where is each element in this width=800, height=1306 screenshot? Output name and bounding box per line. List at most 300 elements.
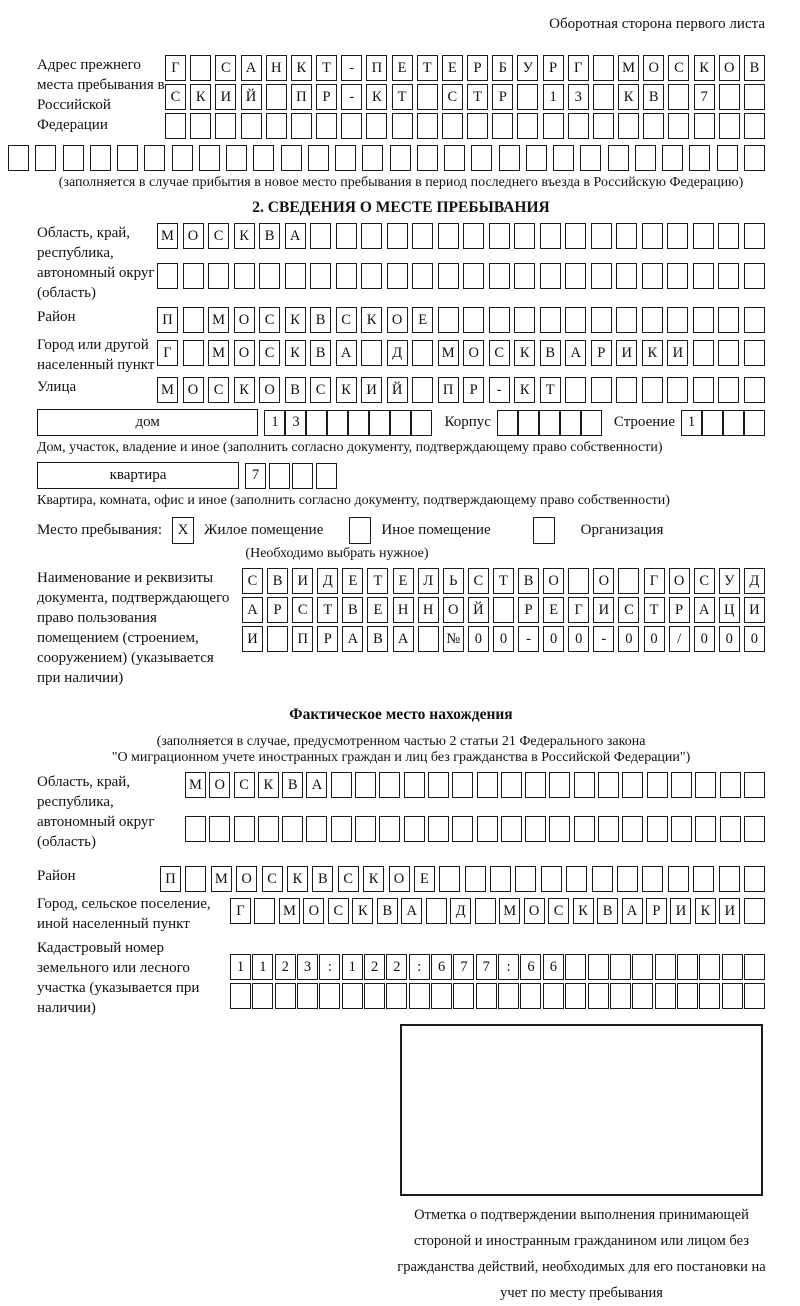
char-cell: М xyxy=(438,340,459,366)
char-cell xyxy=(667,307,688,333)
char-cell xyxy=(642,307,663,333)
char-cell xyxy=(553,145,574,171)
stay-type-label: Место пребывания: xyxy=(37,522,162,538)
char-cell: К xyxy=(695,898,716,924)
prev-address-row1 xyxy=(165,55,765,81)
char-cell xyxy=(543,983,564,1009)
char-cell xyxy=(518,410,539,436)
prev-address-row2 xyxy=(165,84,765,110)
stay-type-checkbox-other xyxy=(349,517,371,544)
char-cell xyxy=(718,377,739,403)
char-cell: - xyxy=(489,377,510,403)
char-cell: Р xyxy=(543,55,564,81)
char-cell xyxy=(540,307,561,333)
confirmation-mark-caption: Отметка о подтверждении выполнения принимающей стороной и иностранным гражданином или лицом без гражданства действий, необходимых для его постановки на учет по месту пребывания xyxy=(397,1207,766,1301)
char-cell xyxy=(591,377,612,403)
char-cell: К xyxy=(190,84,211,110)
char-cell: Д xyxy=(387,340,408,366)
char-cell: В xyxy=(282,772,303,798)
char-cell xyxy=(744,410,765,436)
char-cell xyxy=(722,983,743,1009)
char-cell xyxy=(647,772,668,798)
char-cell xyxy=(275,983,296,1009)
char-cell xyxy=(316,463,337,489)
char-cell: Е xyxy=(392,55,413,81)
district3-field xyxy=(37,866,765,892)
char-cell: У xyxy=(719,568,740,594)
district-label: Район xyxy=(37,309,76,325)
char-cell xyxy=(744,145,765,171)
char-cell xyxy=(618,568,639,594)
char-cell xyxy=(744,898,765,924)
char-cell: К xyxy=(573,898,594,924)
char-cell xyxy=(514,223,535,249)
char-cell: 6 xyxy=(543,954,564,980)
region-row1 xyxy=(157,223,765,249)
char-cell: 1 xyxy=(543,84,564,110)
char-cell xyxy=(720,772,741,798)
char-cell xyxy=(699,954,720,980)
char-cell xyxy=(667,263,688,289)
city3-row xyxy=(230,898,765,924)
char-cell xyxy=(695,772,716,798)
char-cell: О xyxy=(389,866,410,892)
char-cell: В xyxy=(367,626,388,652)
prev-address-row3 xyxy=(165,113,765,139)
char-cell xyxy=(719,866,740,892)
char-cell: В xyxy=(310,307,331,333)
char-cell: Р xyxy=(669,597,690,623)
char-cell xyxy=(588,983,609,1009)
char-cell: Л xyxy=(418,568,439,594)
char-cell xyxy=(331,772,352,798)
city-label: Город или другой населенный пункт xyxy=(37,337,155,373)
char-cell xyxy=(514,263,535,289)
char-cell xyxy=(671,816,692,842)
char-cell: Н xyxy=(393,597,414,623)
char-cell: И xyxy=(667,340,688,366)
char-cell xyxy=(319,983,340,1009)
char-cell: М xyxy=(208,307,229,333)
char-cell: - xyxy=(341,55,362,81)
char-cell xyxy=(539,410,560,436)
cadastre-row2 xyxy=(230,983,765,1009)
char-cell xyxy=(719,84,740,110)
char-cell: В xyxy=(540,340,561,366)
char-cell: С xyxy=(208,377,229,403)
char-cell: Д xyxy=(317,568,338,594)
char-cell xyxy=(501,816,522,842)
char-cell: Ь xyxy=(443,568,464,594)
char-cell: Р xyxy=(316,84,337,110)
char-cell xyxy=(598,772,619,798)
char-cell xyxy=(744,377,765,403)
char-cell xyxy=(361,223,382,249)
street-label: Улица xyxy=(37,379,77,395)
char-cell xyxy=(444,145,465,171)
char-cell: С xyxy=(259,307,280,333)
char-cell xyxy=(412,223,433,249)
char-cell xyxy=(718,263,739,289)
char-cell xyxy=(492,113,513,139)
char-cell xyxy=(452,772,473,798)
char-cell: П xyxy=(157,307,178,333)
char-cell: М xyxy=(618,55,639,81)
region3-row1 xyxy=(185,772,765,798)
char-cell: Р xyxy=(463,377,484,403)
char-cell xyxy=(497,410,518,436)
char-cell: С xyxy=(234,772,255,798)
char-cell xyxy=(475,898,496,924)
char-cell xyxy=(165,113,186,139)
char-cell: К xyxy=(291,55,312,81)
char-cell xyxy=(308,145,329,171)
char-cell xyxy=(565,954,586,980)
char-cell xyxy=(549,816,570,842)
char-cell: Й xyxy=(241,84,262,110)
char-cell xyxy=(616,263,637,289)
char-cell: 3 xyxy=(285,410,306,436)
char-cell: К xyxy=(514,377,535,403)
char-cell: С xyxy=(618,597,639,623)
street-row xyxy=(157,377,765,403)
char-cell xyxy=(392,113,413,139)
char-cell xyxy=(282,816,303,842)
char-cell xyxy=(428,816,449,842)
char-cell: К xyxy=(234,377,255,403)
char-cell: С xyxy=(489,340,510,366)
char-cell: О xyxy=(643,55,664,81)
char-cell xyxy=(209,816,230,842)
char-cell xyxy=(525,816,546,842)
char-cell: 1 xyxy=(230,954,251,980)
char-cell: Г xyxy=(644,568,665,594)
char-cell xyxy=(316,113,337,139)
char-cell: С xyxy=(548,898,569,924)
char-cell xyxy=(744,772,765,798)
char-cell xyxy=(526,145,547,171)
char-cell: Е xyxy=(414,866,435,892)
korpus-label: Корпус xyxy=(444,414,491,430)
char-cell: 2 xyxy=(386,954,407,980)
char-cell: 0 xyxy=(568,626,589,652)
char-cell: О xyxy=(543,568,564,594)
char-cell xyxy=(63,145,84,171)
char-cell: У xyxy=(517,55,538,81)
char-cell: Н xyxy=(266,55,287,81)
char-cell xyxy=(183,307,204,333)
char-cell: Т xyxy=(392,84,413,110)
char-cell xyxy=(520,983,541,1009)
char-cell: С xyxy=(242,568,263,594)
cadastre-field xyxy=(37,938,765,1018)
char-cell xyxy=(267,626,288,652)
char-cell xyxy=(608,145,629,171)
apartment-box: квартира xyxy=(37,462,239,489)
stay-type-option-organization-label: Организация xyxy=(580,522,664,538)
char-cell xyxy=(336,223,357,249)
char-cell xyxy=(355,816,376,842)
char-cell: 3 xyxy=(568,84,589,110)
char-cell xyxy=(442,113,463,139)
char-cell: О xyxy=(593,568,614,594)
char-cell: 0 xyxy=(644,626,665,652)
char-cell xyxy=(306,816,327,842)
char-cell xyxy=(412,263,433,289)
city3-field xyxy=(37,894,765,934)
char-cell: О xyxy=(183,377,204,403)
section2-title: 2. СВЕДЕНИЯ О МЕСТЕ ПРЕБЫВАНИЯ xyxy=(252,199,550,216)
char-cell: С xyxy=(442,84,463,110)
char-cell xyxy=(254,898,275,924)
house-field xyxy=(37,409,765,436)
char-cell: Ц xyxy=(719,597,740,623)
char-cell: С xyxy=(328,898,349,924)
char-cell: Е xyxy=(367,597,388,623)
char-cell xyxy=(467,113,488,139)
house-box: дом xyxy=(37,409,258,436)
char-cell xyxy=(465,866,486,892)
char-cell xyxy=(635,145,656,171)
char-cell xyxy=(744,954,765,980)
char-cell xyxy=(379,816,400,842)
char-cell: О xyxy=(236,866,257,892)
char-cell: А xyxy=(242,597,263,623)
char-cell xyxy=(185,816,206,842)
char-cell xyxy=(493,597,514,623)
char-cell xyxy=(253,145,274,171)
char-cell xyxy=(417,145,438,171)
char-cell xyxy=(327,410,348,436)
char-cell xyxy=(426,898,447,924)
char-cell: - xyxy=(593,626,614,652)
char-cell: В xyxy=(285,377,306,403)
cadastre-label: Кадастровый номер земельного или лесного участка (указывается при наличии) xyxy=(37,940,200,1016)
char-cell: Т xyxy=(367,568,388,594)
char-cell xyxy=(285,263,306,289)
char-cell: Т xyxy=(417,55,438,81)
char-cell: К xyxy=(361,307,382,333)
char-cell xyxy=(668,866,689,892)
char-cell xyxy=(411,410,432,436)
char-cell: С xyxy=(262,866,283,892)
char-cell xyxy=(693,307,714,333)
char-cell: О xyxy=(234,340,255,366)
char-cell: И xyxy=(292,568,313,594)
char-cell: С xyxy=(310,377,331,403)
stay-type-note: (Необходимо выбрать нужное) xyxy=(245,546,429,561)
char-cell: Г xyxy=(165,55,186,81)
document-row2 xyxy=(242,597,765,623)
char-cell: В xyxy=(310,340,331,366)
char-cell: 7 xyxy=(245,463,266,489)
char-cell xyxy=(610,983,631,1009)
char-cell: А xyxy=(565,340,586,366)
char-cell: С xyxy=(668,55,689,81)
char-cell xyxy=(438,223,459,249)
char-cell: 0 xyxy=(468,626,489,652)
char-cell xyxy=(412,377,433,403)
char-cell: О xyxy=(719,55,740,81)
char-cell: К xyxy=(285,307,306,333)
char-cell: - xyxy=(341,84,362,110)
char-cell xyxy=(565,307,586,333)
char-cell xyxy=(489,223,510,249)
char-cell xyxy=(361,340,382,366)
char-cell xyxy=(622,772,643,798)
char-cell: Р xyxy=(492,84,513,110)
char-cell: : xyxy=(498,954,519,980)
char-cell xyxy=(477,772,498,798)
char-cell xyxy=(565,377,586,403)
section3-note2: "О миграционном учете иностранных граждан и лиц без гражданства в Российской Федерации") xyxy=(111,750,691,765)
char-cell xyxy=(616,307,637,333)
char-cell xyxy=(699,983,720,1009)
char-cell: К xyxy=(234,223,255,249)
char-cell xyxy=(693,377,714,403)
stay-type-option-residential-label: Жилое помещение xyxy=(204,522,324,538)
char-cell: А xyxy=(393,626,414,652)
prev-address-row4 xyxy=(8,145,765,171)
char-cell xyxy=(190,113,211,139)
char-cell: К xyxy=(363,866,384,892)
char-cell xyxy=(662,145,683,171)
char-cell: К xyxy=(287,866,308,892)
char-cell: В xyxy=(518,568,539,594)
char-cell: В xyxy=(259,223,280,249)
char-cell xyxy=(252,983,273,1009)
char-cell: Й xyxy=(387,377,408,403)
char-cell: 1 xyxy=(342,954,363,980)
char-cell: О xyxy=(259,377,280,403)
char-cell xyxy=(517,84,538,110)
char-cell xyxy=(693,340,714,366)
char-cell xyxy=(387,263,408,289)
char-cell xyxy=(744,223,765,249)
char-cell: П xyxy=(291,84,312,110)
district-field xyxy=(37,307,765,333)
char-cell xyxy=(717,145,738,171)
char-cell xyxy=(622,816,643,842)
char-cell: М xyxy=(499,898,520,924)
char-cell xyxy=(417,113,438,139)
char-cell xyxy=(355,772,376,798)
char-cell xyxy=(292,463,313,489)
char-cell: П xyxy=(366,55,387,81)
char-cell xyxy=(744,983,765,1009)
char-cell: С xyxy=(694,568,715,594)
char-cell xyxy=(452,816,473,842)
char-cell: Р xyxy=(646,898,667,924)
char-cell xyxy=(541,866,562,892)
char-cell: Р xyxy=(518,597,539,623)
char-cell xyxy=(341,113,362,139)
char-cell: В xyxy=(643,84,664,110)
char-cell xyxy=(310,263,331,289)
region3-row2 xyxy=(185,816,765,842)
char-cell: В xyxy=(597,898,618,924)
char-cell xyxy=(390,145,411,171)
district3-label: Район xyxy=(37,868,76,884)
char-cell: 6 xyxy=(431,954,452,980)
char-cell: К xyxy=(618,84,639,110)
char-cell: О xyxy=(669,568,690,594)
char-cell: В xyxy=(377,898,398,924)
char-cell xyxy=(463,223,484,249)
char-cell xyxy=(694,113,715,139)
char-cell: Г xyxy=(230,898,251,924)
char-cell: Т xyxy=(540,377,561,403)
char-cell: 2 xyxy=(364,954,385,980)
stroenie-cells xyxy=(681,410,765,436)
char-cell xyxy=(744,84,765,110)
char-cell xyxy=(258,816,279,842)
char-cell xyxy=(366,113,387,139)
char-cell xyxy=(234,263,255,289)
char-cell xyxy=(581,410,602,436)
char-cell xyxy=(565,263,586,289)
char-cell xyxy=(490,866,511,892)
char-cell xyxy=(266,84,287,110)
char-cell: Г xyxy=(568,597,589,623)
char-cell: К xyxy=(694,55,715,81)
char-cell: С xyxy=(336,307,357,333)
char-cell xyxy=(580,145,601,171)
char-cell xyxy=(387,223,408,249)
document-label: Наименование и реквизиты документа, подтверждающего право пользования помещением (строением, сооружением) (указывается при наличии) xyxy=(37,570,230,686)
char-cell: О xyxy=(234,307,255,333)
char-cell xyxy=(438,307,459,333)
char-cell xyxy=(689,145,710,171)
char-cell xyxy=(647,816,668,842)
char-cell xyxy=(291,113,312,139)
char-cell xyxy=(514,307,535,333)
char-cell: А xyxy=(241,55,262,81)
char-cell xyxy=(702,410,723,436)
char-cell xyxy=(269,463,290,489)
char-cell xyxy=(677,954,698,980)
char-cell xyxy=(632,983,653,1009)
char-cell xyxy=(418,626,439,652)
char-cell: К xyxy=(366,84,387,110)
char-cell xyxy=(617,866,638,892)
char-cell: 3 xyxy=(297,954,318,980)
char-cell xyxy=(361,263,382,289)
char-cell: К xyxy=(258,772,279,798)
char-cell xyxy=(592,866,613,892)
page-header: Оборотная сторона первого листа xyxy=(549,16,765,32)
char-cell xyxy=(693,223,714,249)
apartment-field xyxy=(37,462,765,489)
char-cell: И xyxy=(593,597,614,623)
char-cell: О xyxy=(303,898,324,924)
char-cell: - xyxy=(518,626,539,652)
char-cell xyxy=(744,263,765,289)
char-cell: П xyxy=(160,866,181,892)
char-cell: П xyxy=(292,626,313,652)
char-cell xyxy=(241,113,262,139)
char-cell xyxy=(588,954,609,980)
char-cell: К xyxy=(336,377,357,403)
char-cell: В xyxy=(312,866,333,892)
char-cell: Т xyxy=(317,597,338,623)
char-cell: Е xyxy=(412,307,433,333)
char-cell xyxy=(362,145,383,171)
char-cell xyxy=(632,954,653,980)
char-cell: М xyxy=(208,340,229,366)
char-cell xyxy=(668,113,689,139)
char-cell xyxy=(477,816,498,842)
